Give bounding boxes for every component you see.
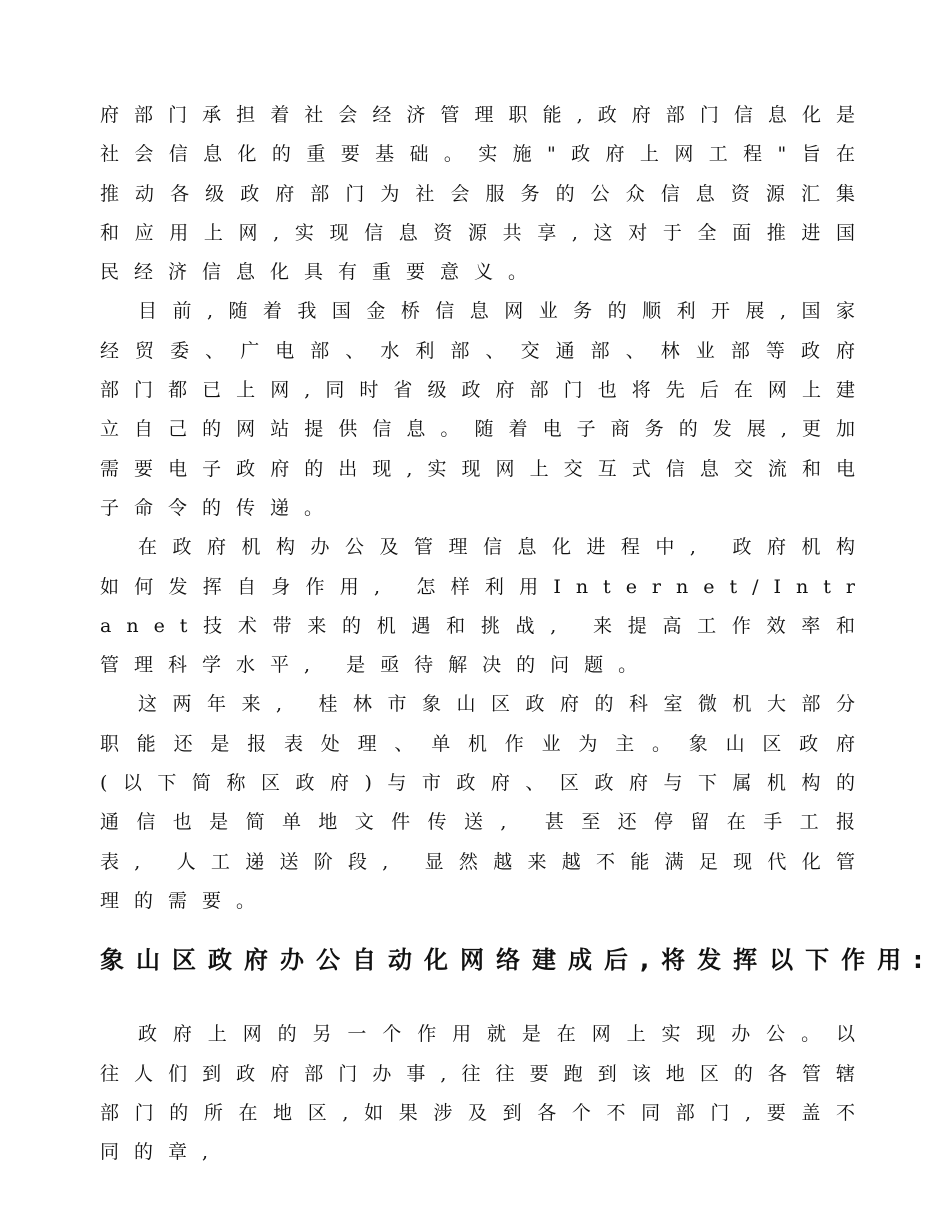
body-paragraph: 这两年来, 桂林市象山区政府的科室微机大部分职能还是报表处理、单机作业为主。象山区政府(以下简称区政府)与市政府、区政府与下属机构的通信也是简单地文件传送, 甚至还停留在手工报表, 人工递送阶段, 显然越来越不能满足现代化管理的需要。 — [100, 693, 870, 912]
section-heading: 象山区政府办公自动化网络建成后,将发挥以下作用: — [100, 946, 935, 975]
document-page — [100, 96, 935, 1172]
body-paragraph: 在政府机构办公及管理信息化进程中, 政府机构如何发挥自身作用, 怎样利用Internet/Intranet技术带来的机遇和挑战, 来提高工作效率和管理科学水平, 是亟待解决的问题。 — [100, 536, 870, 677]
body-paragraph: 政府上网的另一个作用就是在网上实现办公。以往人们到政府部门办事,往往要跑到该地区的各管辖部门的所在地区,如果涉及到各个不同部门,要盖不同的章, — [100, 1023, 870, 1164]
body-paragraph: 目前,随着我国金桥信息网业务的顺利开展,国家经贸委、广电部、水利部、交通部、林业部等政府部门都已上网,同时省级政府部门也将先后在网上建立自己的网站提供信息。随着电子商务的发展,更加需要电子政府的出现,实现网上交互式信息交流和电子命令的传递。 — [100, 300, 870, 519]
body-paragraph-continued: 府部门承担着社会经济管理职能,政府部门信息化是社会信息化的重要基础。实施"政府上网工程"旨在推动各级政府部门为社会服务的公众信息资源汇集和应用上网,实现信息资源共享,这对于全面推进国民经济信息化具有重要意义。 — [100, 104, 870, 284]
